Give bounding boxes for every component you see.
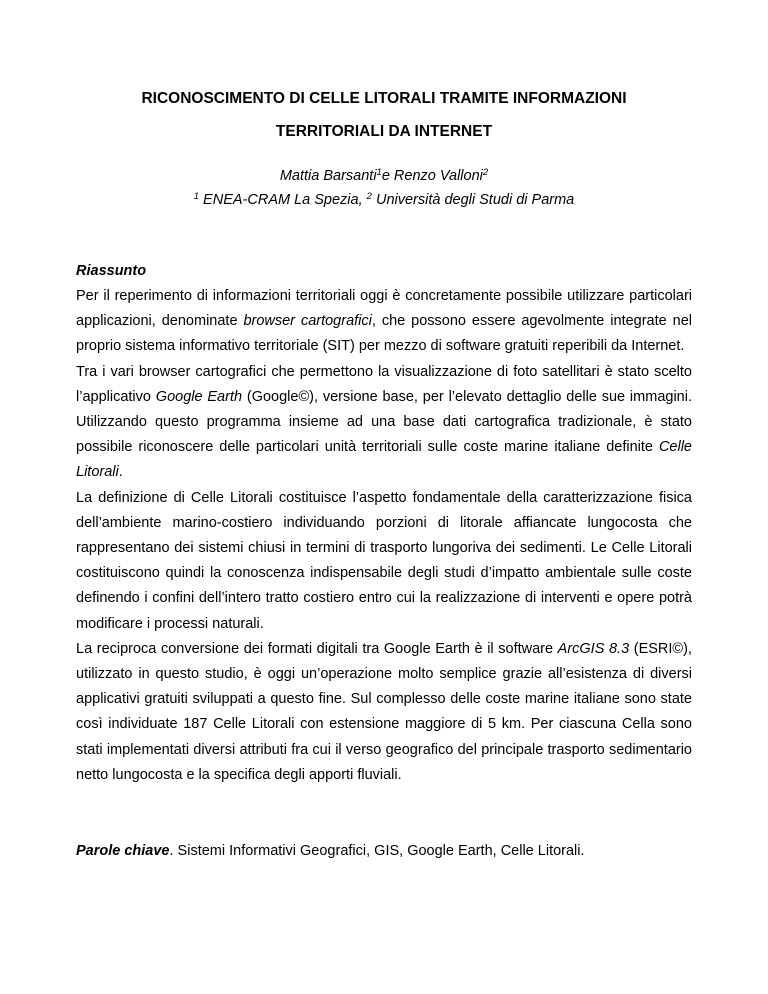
abstract-paragraph: [76, 360, 692, 486]
paragraph-text: Tra i vari browser cartografici che permettono la visualizzazione di foto satellitari è stato scelto l’applicativo: [76, 363, 692, 405]
abstract-paragraph: [76, 637, 692, 788]
paragraph-text: , che possono essere agevolmente integrate nel proprio sistema informativo territoriale (SIT) per mezzo di software gratuiti reperibili da Internet.: [76, 313, 692, 355]
emphasized-term: Google Earth: [155, 388, 243, 405]
emphasized-term: ArcGIS 8.3: [557, 640, 630, 657]
paragraph-text: (Google©), versione base, per l’elevato dettaglio delle sue immagini. Utilizzando questo programma insieme ad una base dati cartografica tradizionale, è stato possibile riconoscere delle particolari unità territoriali sulle coste marine italiane definite: [76, 388, 692, 456]
paper-title: [60, 82, 708, 148]
abstract-paragraph: La definizione di Celle Litorali costituisce l’aspetto fondamentale della caratterizzazione fisica dell’ambiente marino-costiero individuando porzioni di litorale affiancate lungocosta che rappresentano dei sistemi chiusi in termini di trasporto lungoriva dei sedimenti. Le Celle Litorali costituiscono quindi la conoscenza indispensabile degli studi d’impatto ambientale sulle coste definendo i confini dell’intero tratto costiero entro cui la realizzazione di interventi e opere potrà modificare i processi naturali.: [76, 489, 692, 632]
affiliation-text: Università degli Studi di Parma: [371, 192, 575, 208]
paragraph-text: (ESRI©), utilizzato in questo studio, è oggi un’operazione molto semplice grazie all’esistenza di diversi applicativi gratuiti sviluppati a questo fine. Sul complesso delle coste marine italiane sono state così individuate 187 Celle Litorali con estensione maggiore di 5 km. Per ciascuna Cella sono stati implementati diversi attributi fra cui il verso geografico del principale trasporto sedimentario netto lungocosta e la specifica degli apporti fluviali.: [76, 640, 692, 783]
affiliation-marker: 2: [366, 191, 372, 202]
keywords-label: Parole chiave: [76, 843, 170, 859]
abstract-heading: Riassunto: [76, 263, 147, 279]
affiliation-marker: 1: [193, 191, 200, 202]
abstract-paragraph: [76, 284, 692, 360]
affiliation-marker: 1: [376, 167, 382, 178]
author-list: [60, 166, 708, 186]
keywords-line: [76, 841, 585, 861]
author-name: e Renzo Valloni: [381, 168, 483, 184]
title-line-1: RICONOSCIMENTO DI CELLE LITORALI TRAMITE INFORMAZIONI: [141, 90, 627, 107]
emphasized-term: Celle Litorali: [76, 439, 692, 481]
affiliation-text: ENEA-CRAM La Spezia,: [199, 192, 367, 208]
paragraph-text: .: [118, 464, 123, 481]
paragraph-text: La reciproca conversione dei formati digitali tra Google Earth è il software: [76, 640, 558, 657]
title-line-2: TERRITORIALI DA INTERNET: [275, 123, 493, 140]
abstract-body: [76, 284, 692, 788]
keywords-text: . Sistemi Informativi Geografici, GIS, Google Earth, Celle Litorali.: [169, 843, 585, 859]
paragraph-text: Per il reperimento di informazioni territoriali oggi è concretamente possibile utilizzare particolari applicazioni, denominate: [76, 288, 692, 330]
affiliations: [60, 190, 708, 210]
author-name: Mattia Barsanti: [279, 168, 377, 184]
emphasized-term: browser cartografici: [243, 313, 372, 330]
affiliation-marker: 2: [482, 167, 489, 178]
